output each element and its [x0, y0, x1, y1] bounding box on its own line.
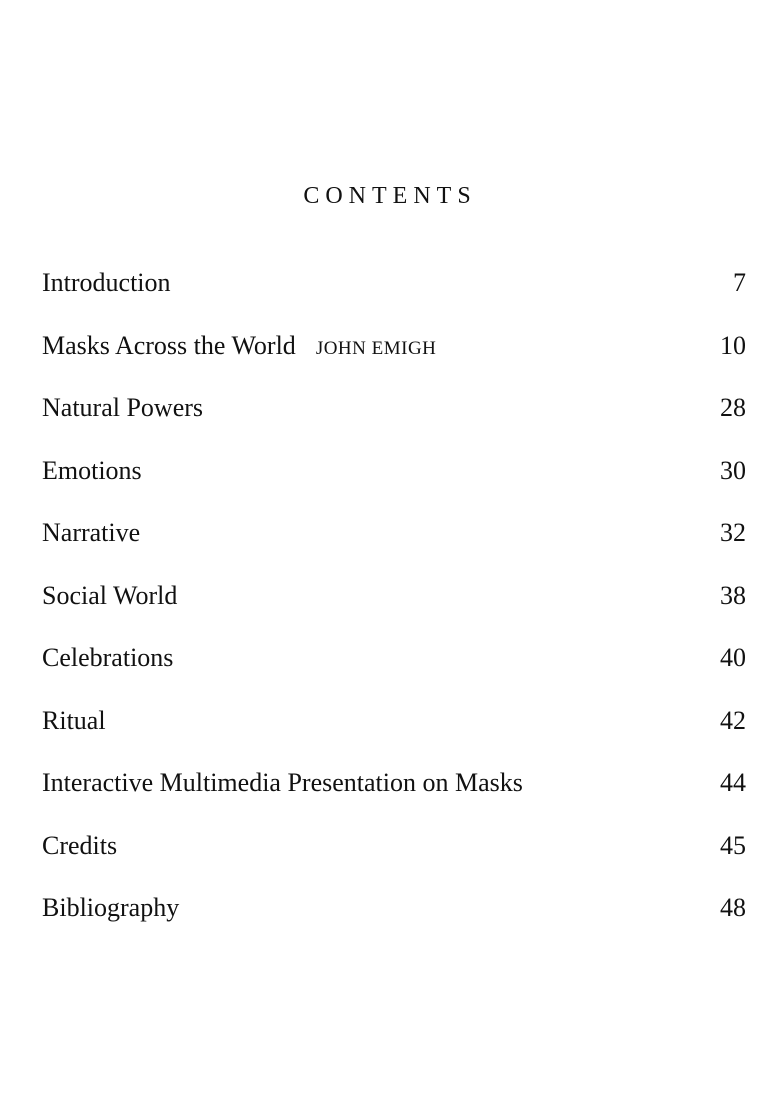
toc-entry[interactable] — [42, 508, 746, 571]
toc-entry-title: Ritual — [42, 705, 106, 735]
toc-entry-page: 38 — [720, 580, 746, 610]
toc-entry-page: 48 — [720, 893, 746, 922]
toc-entry-title: Social World — [42, 580, 178, 610]
toc-entry-title: Celebrations — [42, 643, 174, 672]
toc-entry[interactable] — [42, 821, 746, 884]
page-title: CONTENTS — [303, 183, 477, 209]
toc-entry[interactable] — [42, 321, 746, 384]
toc-entry-title: Masks Across the World — [42, 330, 296, 360]
toc-entry-page: 10 — [720, 330, 746, 360]
toc-entry-page: 30 — [720, 455, 746, 485]
toc-entry-title-wrap — [42, 571, 177, 621]
toc-entry[interactable] — [42, 258, 746, 321]
toc-entry-title: Bibliography — [42, 893, 180, 922]
toc-entry-page: 28 — [720, 393, 746, 422]
toc-entry-page: 40 — [720, 643, 746, 672]
toc-entry[interactable] — [42, 758, 746, 821]
toc-entry-title-wrap — [42, 383, 203, 433]
toc-entry-title-wrap — [42, 321, 436, 374]
toc-entry-title: Emotions — [42, 455, 142, 485]
toc-entry-title-wrap — [42, 508, 140, 558]
toc-entry-title-wrap — [42, 446, 142, 496]
toc-entry-title-wrap — [42, 633, 173, 683]
toc-entry-title: Interactive Multimedia Presentation on Masks — [42, 768, 523, 797]
toc-entry-title-wrap — [42, 258, 171, 308]
toc-entry-page: 42 — [720, 705, 746, 735]
toc-list — [42, 258, 746, 946]
toc-entry[interactable] — [42, 696, 746, 759]
toc-entry-title: Natural Powers — [42, 393, 204, 422]
toc-entry-title-wrap — [42, 883, 179, 933]
toc-entry-author: JOHN EMIGH — [315, 337, 437, 359]
toc-entry-title: Narrative — [42, 518, 141, 547]
toc-entry[interactable] — [42, 383, 746, 446]
toc-entry-page: 32 — [720, 518, 746, 547]
toc-entry[interactable] — [42, 633, 746, 696]
toc-entry-title-wrap — [42, 696, 106, 746]
toc-entry-page: 45 — [720, 830, 746, 860]
toc-entry-page: 44 — [720, 768, 746, 797]
toc-entry[interactable] — [42, 571, 746, 634]
toc-entry-page: 7 — [733, 268, 746, 297]
toc-entry[interactable] — [42, 883, 746, 946]
toc-entry-title: Credits — [42, 830, 118, 860]
toc-entry[interactable] — [42, 446, 746, 509]
toc-entry-title-wrap — [42, 821, 117, 871]
toc-entry-title: Introduction — [42, 268, 171, 297]
toc-entry-title-wrap — [42, 758, 523, 808]
